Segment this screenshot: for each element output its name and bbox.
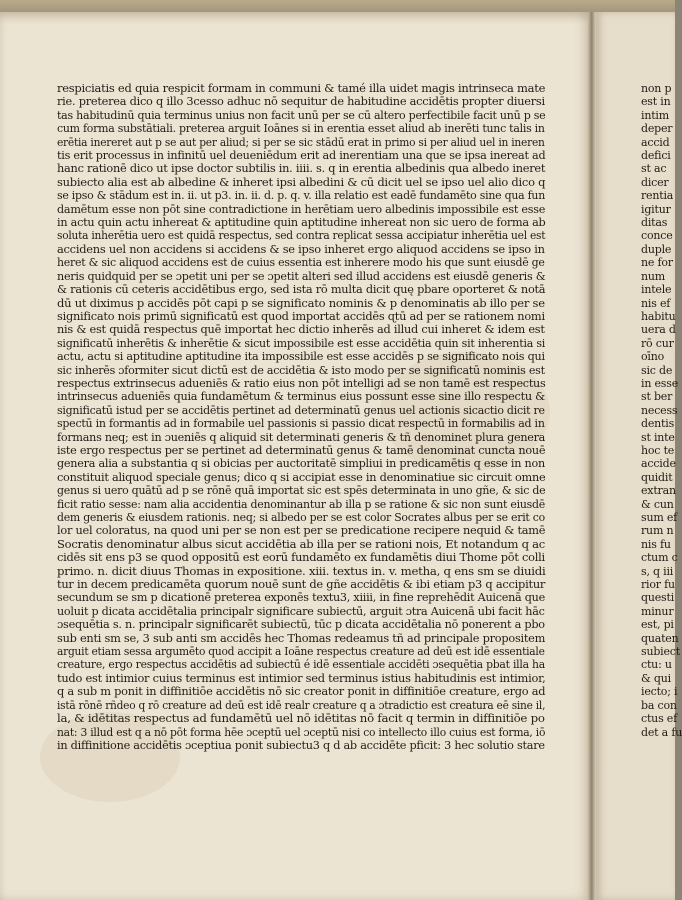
text-line: genera alia a substantia q si obicias per auctoritatē simpliui in predicamētis q esse in non bbox=[57, 457, 545, 471]
text-line: ctu: u bbox=[641, 658, 672, 672]
right-text-block bbox=[641, 82, 681, 739]
text-line: cidēs sit ens p3 se quod oppositū est eorū fundamēto ex fundamētis diui Thome pōt colli bbox=[57, 551, 545, 565]
text-line: oīno bbox=[641, 350, 665, 364]
text-line: est, pi bbox=[641, 618, 674, 632]
text-line: ɔsequētia s. n. principalr significarēt subiectū, tūc p dicata accidētalia nō ponerent a pbo bbox=[57, 618, 545, 632]
text-line: rō cur bbox=[641, 336, 674, 350]
text-line: ditas bbox=[641, 216, 668, 230]
text-line: sic inherēs ɔformiter sicut dictū est de accidētia & isto modo per se significatū nominis est bbox=[57, 363, 545, 377]
text-line: habitu bbox=[641, 309, 676, 323]
text-line: nis & est quidā respectus quē importat hec dictio inherēs ad illud cui inheret & idem est bbox=[57, 323, 545, 337]
text-line: tudo est intimior cuius terminus est intimior sed terminus istius habitudinis est intimior, bbox=[57, 671, 546, 685]
text-line: num bbox=[641, 269, 665, 283]
text-line: respectus extrinsecus adueniēs & ratio eius non pōt intelligi ad se non tamē est respectus bbox=[57, 376, 546, 390]
text-line: det a fu bbox=[641, 725, 682, 739]
text-line: creature, ergo respectus accidētis ad subiectū é idē essentiale accidēti ɔsequētia pbat illa ha bbox=[57, 658, 545, 672]
text-line: respiciatis ed quia respicit formam in communi & tamé illa uidet magis intrinseca mate bbox=[57, 82, 546, 95]
text-line: rentia bbox=[641, 189, 674, 203]
text-line: formans neq; est in ɔueniēs q aliquid sit determinati generis & tñ denominet plura genera bbox=[57, 430, 546, 444]
text-line: st ber bbox=[641, 390, 673, 404]
text-line: conce bbox=[641, 229, 673, 243]
text-line: uera d bbox=[641, 323, 676, 337]
text-line: st inte bbox=[641, 430, 675, 444]
text-line: spectū in formantis ad in formabile uel passionis si passio dicat respectū in formabilis ad in bbox=[57, 417, 545, 431]
text-line: rie. preterea dico q illo 3cesso adhuc nō sequitur de habitudine accidētis propter diuersi bbox=[57, 95, 545, 109]
text-line: extran bbox=[641, 484, 676, 498]
text-line: soluta inherētia uero est quidā respectus, sed contra replicat sessa accipiatur inherētia uel est bbox=[57, 229, 546, 243]
text-line: in diffinitione accidētis ɔceptiua ponit subiectu3 q d ab accidēte pficit: 3 hec solutio stare bbox=[57, 738, 545, 752]
text-line: in actu quin actu inhereat & aptitudine quin aptitudine inhereat non sic uero de forma ab bbox=[57, 216, 546, 230]
text-line: arguit etiam sessa argumēto quod accipit a Ioāne respectus creature ad deū est idē essentiale bbox=[57, 645, 545, 659]
text-line: intele bbox=[641, 283, 672, 297]
text-line: deper bbox=[641, 122, 673, 136]
text-line: accide bbox=[641, 457, 676, 471]
text-line: sub enti sm se, 3 sub anti sm accidēs hec Thomas redeamus tñ ad principale propositem bbox=[57, 631, 546, 645]
text-line: sic de bbox=[641, 363, 673, 377]
text-line: neris quidquid per se ɔpetit uni per se ɔpetit alteri sed illud accidens est eiusdē generis & bbox=[57, 269, 546, 283]
text-line: defici bbox=[641, 149, 671, 163]
text-line: tur in decem predicamēta quorum nouē sunt de gñe accidētis & ibi etiam p3 q accipitur bbox=[57, 578, 546, 592]
text-line: ficit ratio sesse: nam alia accidentia denominantur ab illa p se ratione & sic non sunt eiusdē bbox=[57, 497, 545, 511]
text-line: constituit aliquod speciale genus; dico q si accipiat esse in denominatiue sic circuit omne bbox=[57, 470, 546, 484]
text-line: non p bbox=[641, 82, 672, 95]
text-line: damētum esse non pōt sine contradictione in herētiam uero albedinis impossibile est esse bbox=[57, 202, 546, 216]
text-line: nat: 3 illud est q a nō pōt forma hēe ɔceptū uel ɔceptū nisi co intellecto illo cuius est forma, iō bbox=[57, 725, 546, 739]
text-line: sum ef bbox=[641, 511, 678, 524]
text-line: iste ergo respectus per se pertinet ad determinatū genus & tamē denominat cuncta nouē bbox=[57, 443, 546, 457]
text-line: quidit bbox=[641, 470, 673, 484]
text-line: primo. n. dicit diuus Thomas in expositione. xiii. textus in. v. metha, q ens sm se diuidi bbox=[57, 564, 546, 578]
text-line: necess bbox=[641, 403, 678, 417]
text-line: significato nois primū significatū est quod importat accidēs ɋtū ad per se rationem nomi bbox=[57, 309, 545, 323]
text-line: subiect bbox=[641, 645, 680, 659]
text-line: accidens uel non accidens si accidens & se ipso inheret ergo aliquod accidens se ipso in bbox=[57, 242, 545, 256]
text-line: iecto; i bbox=[641, 685, 678, 699]
text-line: est in bbox=[641, 95, 671, 109]
text-line: questi bbox=[641, 591, 675, 605]
text-line: ba con bbox=[641, 698, 677, 712]
text-line: istā rōnē rñdeo q rō creature ad deū est idē realr creature q a ɔtradictio est creatura eē sine il, bbox=[57, 698, 546, 712]
text-line: dū ut diximus p accidēs pōt capi p se significato nominis & p denominatis ab illo per se bbox=[57, 296, 545, 310]
text-line: hoc te bbox=[641, 443, 675, 457]
text-line: rior fu bbox=[641, 578, 675, 592]
text-line: & cun bbox=[641, 497, 674, 511]
text-line: ctum c bbox=[641, 551, 678, 565]
text-line: q a sub m ponit in diffinitiōe accidētis nō sic creator ponit in diffinitiōe creature, ergo ad bbox=[57, 685, 546, 699]
text-line: accid bbox=[641, 135, 670, 149]
text-line: dentis bbox=[641, 417, 675, 431]
text-line: tis erit processus in infinitū uel deueniēdum erit ad inerentiam una que se ipsa inereat ad bbox=[57, 149, 546, 163]
text-line: subiecto alia est ab albedine & inheret ipsi albedini & cū dicit uel se ipso uel alio dico q bbox=[57, 175, 546, 189]
text-line: uoluit p dicata accidētalia principalr significare subiectū, arguit ɔtra Auicenā ubi facit hāc bbox=[57, 604, 545, 618]
book-gutter bbox=[588, 12, 596, 900]
text-line: tas habitudinū quia terminus unius non facit unū per se cū altero perfectibile facit unū p se bbox=[57, 108, 546, 122]
text-line: hanc rationē dico ut ipse doctor subtilis in. iiii. s. q in erentia albedinis qua albedo ineret bbox=[57, 162, 546, 176]
text-line: intrinsecus adueniēs quia fundamētum & terminus eius possunt esse sine illo respectu & bbox=[57, 390, 545, 404]
text-line: cum forma substātiali. preterea arguit Ioānes si in erentia esset aliud ab inerēti tunc talis in bbox=[57, 122, 545, 136]
text-line: significatū inherētis & inherētie & sicut impossibile est esse accidētia quin sit inherentia si bbox=[57, 336, 546, 350]
text-line: in esse bbox=[641, 376, 679, 390]
text-line: dem generis & eiusdem rationis. neq; si albedo per se est color Socrates albus per se erit co bbox=[57, 511, 545, 524]
text-line: dicer bbox=[641, 175, 669, 189]
text-line: nis ef bbox=[641, 296, 671, 310]
main-text-block bbox=[57, 82, 545, 752]
left-page bbox=[0, 12, 590, 900]
text-line: actu, actu si aptitudine aptitudine ita impossibile est esse accidēs p se significato nois qui bbox=[57, 350, 545, 364]
text-line: intim bbox=[641, 108, 669, 122]
text-line: ctus ef bbox=[641, 712, 677, 726]
text-line: lor uel coloratus, na quod uni per se non est per se predicatione recipere nequid & tamē bbox=[57, 524, 546, 538]
text-line: & qui bbox=[641, 671, 671, 685]
text-line: significatū istud per se accidētis pertinet ad determinatū genus uel actionis sicactio dicit re bbox=[57, 403, 545, 417]
text-line: Socratis denominatur albus sicut accidētia ab illa per se rationi nois, Et notandum q ac bbox=[57, 537, 545, 551]
text-line: minur bbox=[641, 604, 674, 618]
text-line: genus si uero quātū ad p se rōnē quā importat sic est spēs determinata in uno gñe, & sic de bbox=[57, 484, 546, 498]
text-line: rum n bbox=[641, 524, 674, 538]
text-line: heret & sic aliquod accidens est de cuius essentia est inherere modo his que sunt eiusdē ge bbox=[57, 256, 545, 270]
text-line: igitur bbox=[641, 202, 671, 216]
text-line: duple bbox=[641, 242, 672, 256]
text-line: & rationis cū ceteris accidētibus ergo, sed ista rō multa dicit quę pbare oporteret & notā bbox=[57, 283, 546, 297]
text-line: erētia inereret aut p se aut per aliud; si per se sic stādū erat in primo si per aliud uel in ineren bbox=[57, 135, 545, 149]
text-line: se ipso & stādum est in. ii. ut p3. in. ii. d. p. q. v. illa relatio est eadē fundamēto sine qua fun bbox=[57, 189, 545, 203]
text-line: secundum se sm p dicationē preterea exponēs textu3, xiiii, in fine reprehēdit Auicenā que bbox=[57, 591, 545, 605]
text-line: nis fu bbox=[641, 537, 671, 551]
text-line: la, & idētitas respectus ad fundamētū uel nō idētitas nō facit q termin in diffinitiōe po bbox=[57, 712, 545, 726]
text-line: st ac bbox=[641, 162, 667, 176]
right-page bbox=[596, 12, 682, 900]
text-line: ne for bbox=[641, 256, 673, 270]
text-line: quaten bbox=[641, 631, 679, 645]
text-line: s, q iii bbox=[641, 564, 674, 578]
